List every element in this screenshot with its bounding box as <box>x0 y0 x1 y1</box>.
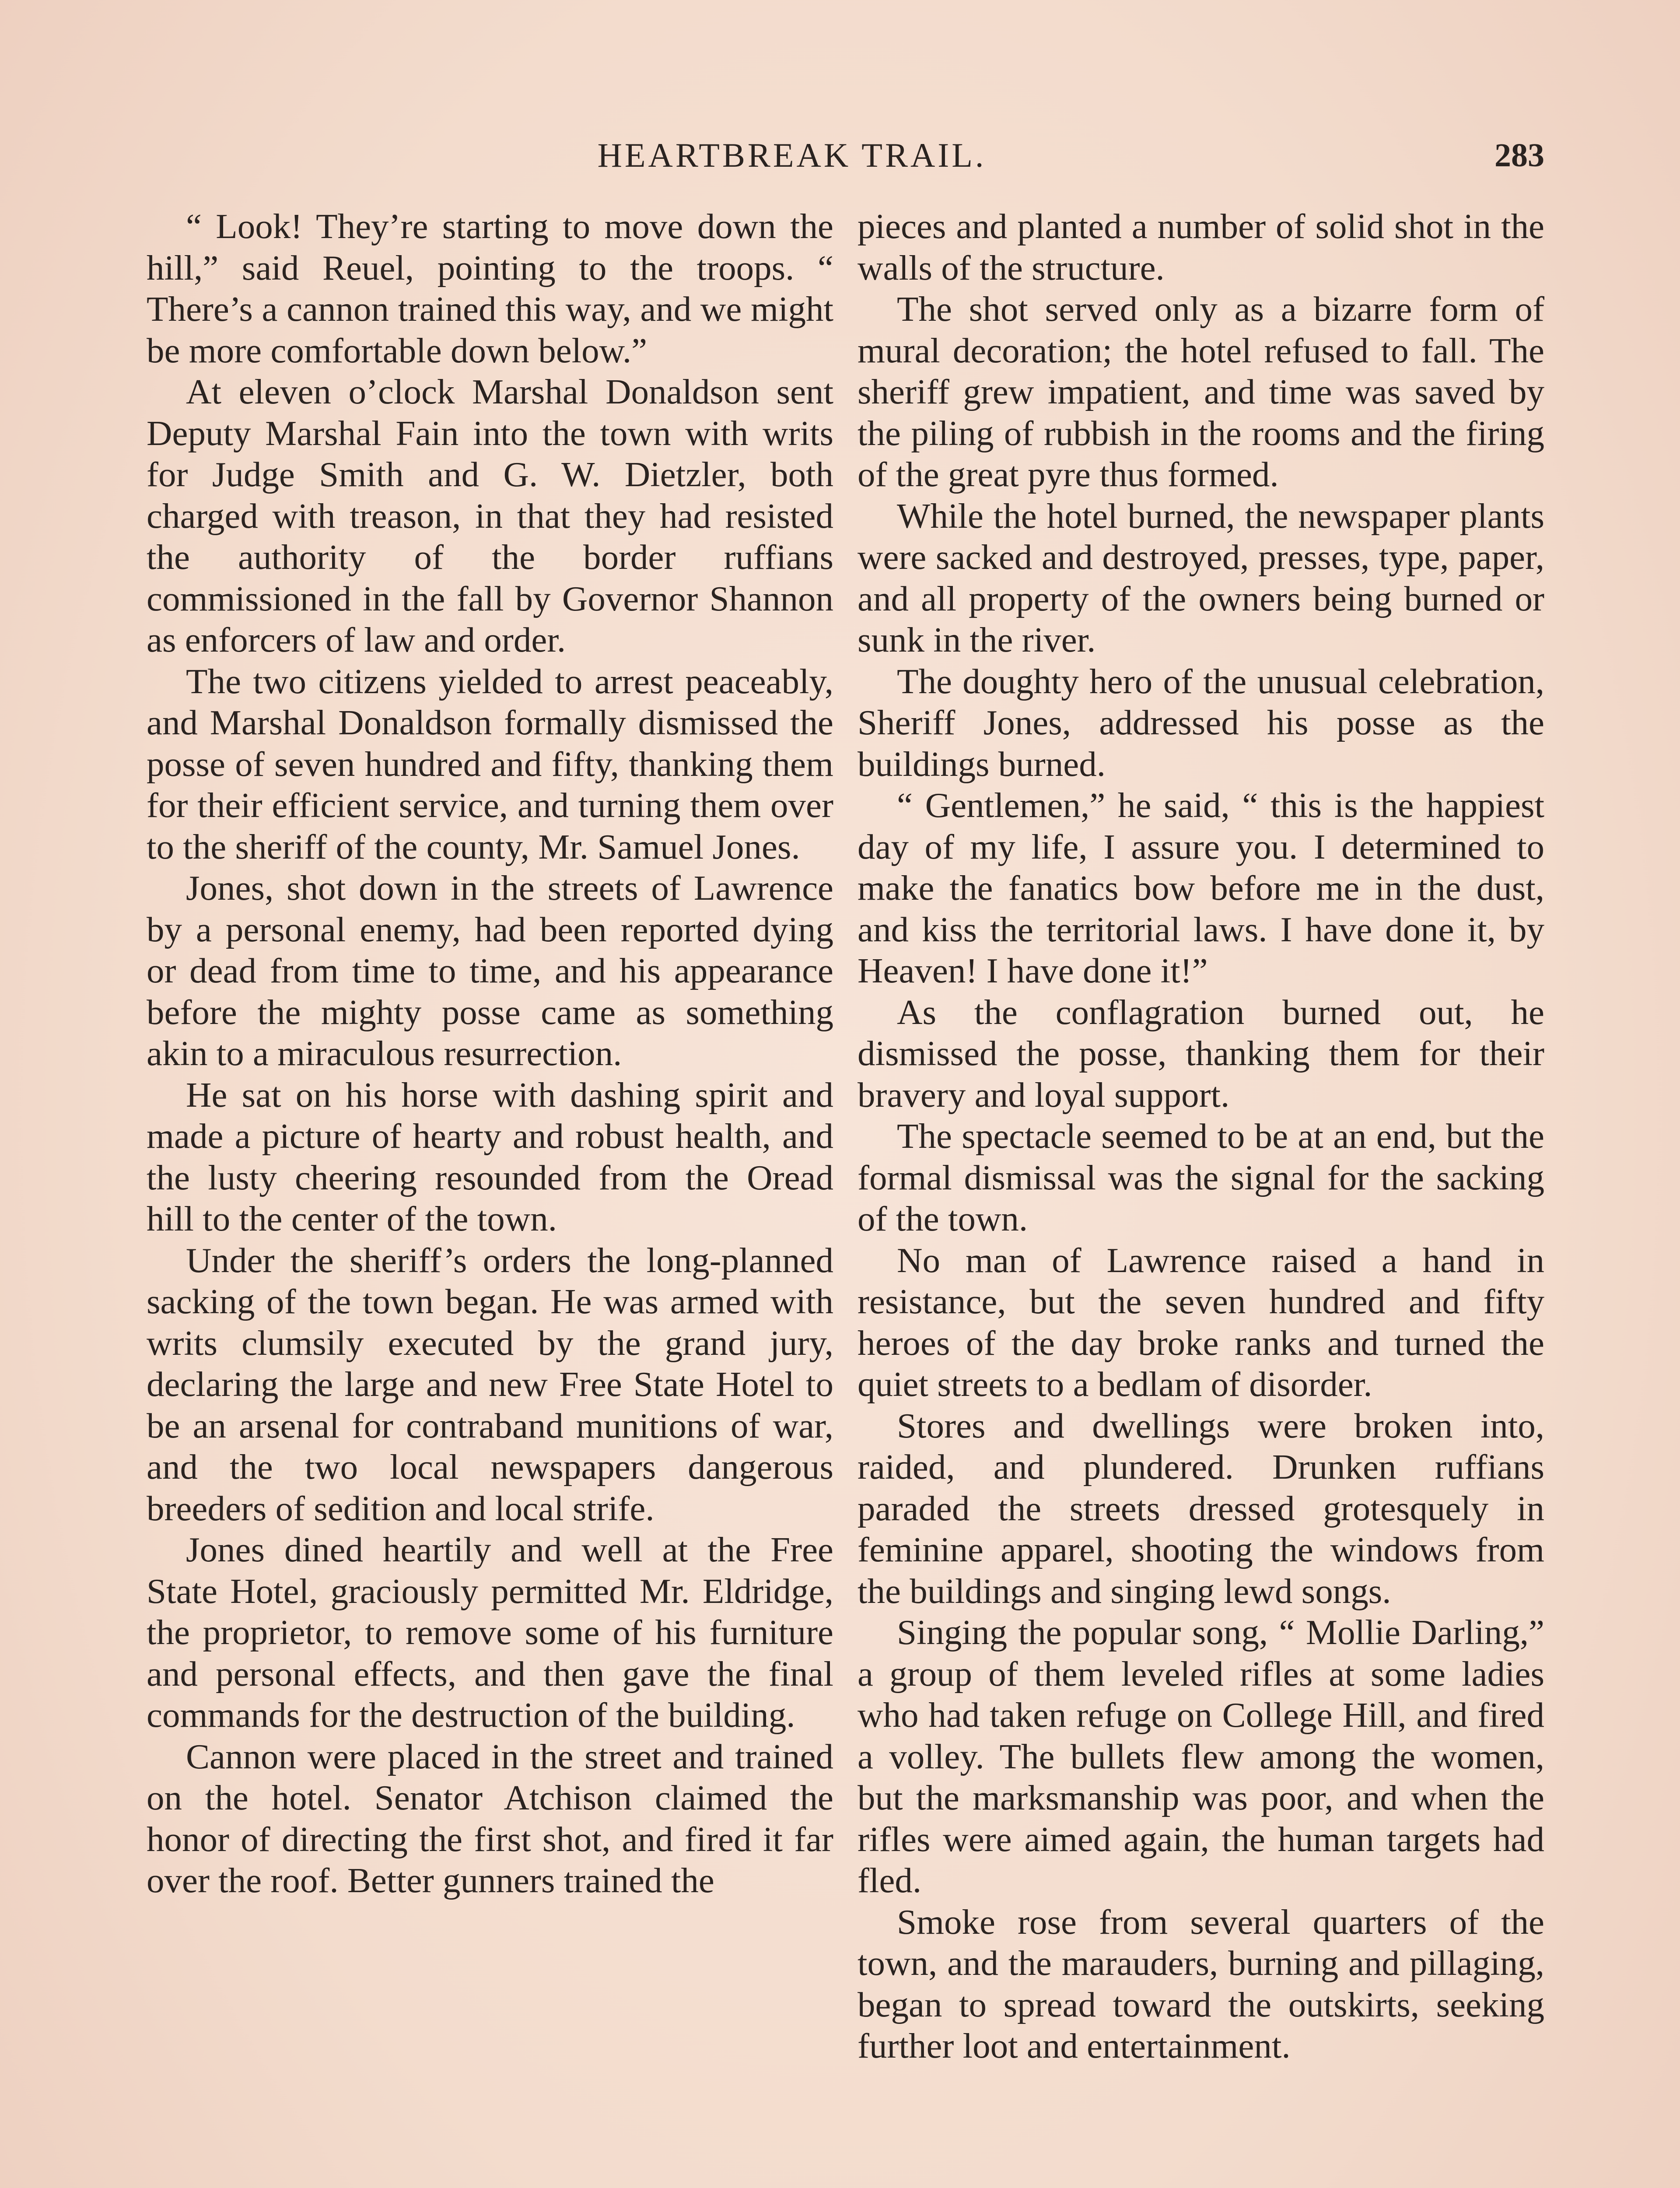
running-title: HEARTBREAK TRAIL. <box>597 136 987 174</box>
paragraph: The doughty hero of the unusual celebration, Sheriff Jones, addressed his posse as the buildings burned. <box>858 661 1544 784</box>
paragraph: Singing the popular song, “ Mollie Darling,” a group of them leveled rifles at some ladies who had taken refuge on College Hill, and fired a volley. The bullets flew among the women, but the marksmanship was poor, and when the rifles were aimed again, the human targets had fled. <box>858 1613 1544 1900</box>
paragraph: At eleven o’clock Marshal Donaldson sent Deputy Marshal Fain into the town with writs for Judge Smith and G. W. Dietzler, both charged with treason, in that they had resisted the authority of the border ruffians commissioned in the fall by Governor Shannon as enforcers of law and order. <box>147 372 833 659</box>
paragraph: Jones dined heartily and well at the Free State Hotel, graciously permitted Mr. Eldridge, the proprietor, to remove some of his furniture and personal effects, and then gave the final commands for the destruction of the building. <box>147 1530 833 1735</box>
right-column <box>858 206 1544 2067</box>
paragraph: Under the sheriff’s orders the long-planned sacking of the town began. He was armed with writs clumsily executed by the grand jury, declaring the large and new Free State Hotel to be an arsenal for contraband munitions of war, and the two local newspapers dangerous breeders of sedition and local strife. <box>147 1240 833 1528</box>
paragraph: The two citizens yielded to arrest peaceably, and Marshal Donaldson formally dismissed the posse of seven hundred and fifty, thanking them for their efficient service, and turning them over to the sheriff of the county, Mr. Samuel Jones. <box>147 661 833 866</box>
page-number: 283 <box>1494 137 1544 174</box>
paragraph-continuation: pieces and planted a number of solid shot in the walls of the structure. <box>858 207 1544 288</box>
paragraph: The spectacle seemed to be at an end, but the formal dismissal was the signal for the sacking of the town. <box>858 1116 1544 1238</box>
paragraph: “ Gentlemen,” he said, “ this is the happiest day of my life, I assure you. I determined to make the fanatics bow before me in the dust, and kiss the territorial laws. I have done it, by Heaven! I have done it!” <box>858 785 1544 990</box>
running-head <box>144 131 1544 179</box>
paragraph: “ Look! They’re starting to move down the hill,” said Reuel, pointing to the troops. “ There’s a cannon trained this way, and we might be more comfortable down below.” <box>147 207 833 370</box>
paragraph: The shot served only as a bizarre form of mural decoration; the hotel refused to fall. The sheriff grew impatient, and time was saved by the piling of rubbish in the rooms and the firing of the great pyre thus formed. <box>858 289 1544 494</box>
paragraph: He sat on his horse with dashing spirit and made a picture of hearty and robust health, and the lusty cheering resounded from the Oread hill to the center of the town. <box>147 1075 833 1238</box>
paragraph: Stores and dwellings were broken into, raided, and plundered. Drunken ruffians paraded the streets dressed grotesquely in feminine apparel, shooting the windows from the buildings and singing lewd songs. <box>858 1406 1544 1611</box>
left-column <box>147 206 833 1901</box>
paragraph: Smoke rose from several quarters of the town, and the marauders, burning and pillaging, began to spread toward the outskirts, seeking further loot and entertainment. <box>858 1902 1544 2065</box>
paragraph: As the conflagration burned out, he dismissed the posse, thanking them for their bravery and loyal support. <box>858 992 1544 1115</box>
paragraph: Cannon were placed in the street and trained on the hotel. Senator Atchison claimed the honor of directing the first shot, and fired it far over the roof. Better gunners trained the <box>147 1736 833 1900</box>
paragraph: While the hotel burned, the newspaper plants were sacked and destroyed, presses, type, paper, and all property of the owners being burned or sunk in the river. <box>858 496 1544 659</box>
paragraph: No man of Lawrence raised a hand in resistance, but the seven hundred and fifty heroes of the day broke ranks and turned the quiet streets to a bedlam of disorder. <box>858 1240 1544 1404</box>
paragraph: Jones, shot down in the streets of Lawrence by a personal enemy, had been reported dying or dead from time to time, and his appearance before the mighty posse came as something akin to a miraculous resurrection. <box>147 868 833 1073</box>
